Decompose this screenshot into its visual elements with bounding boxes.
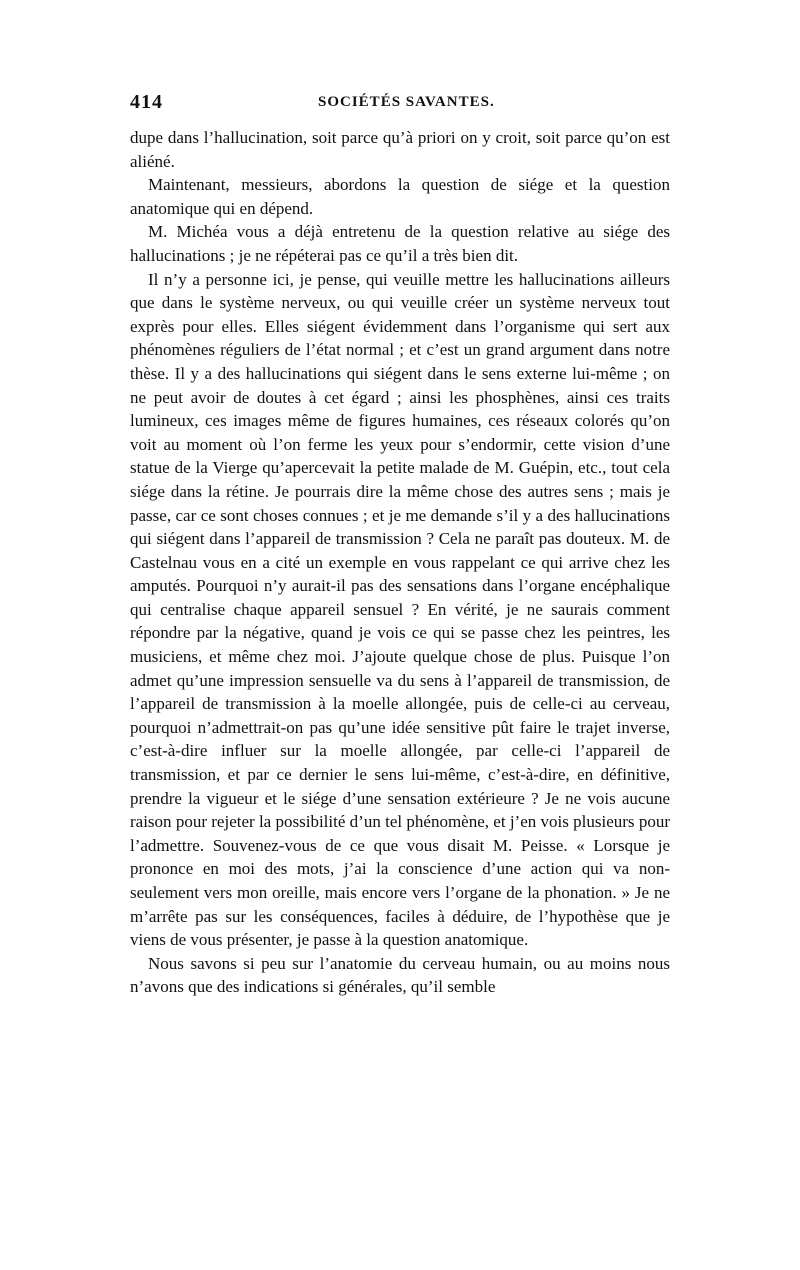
paragraph: Maintenant, messieurs, abordons la question de siége et la question anatomique qui en dépend. (130, 175, 670, 218)
paragraph: Nous savons si peu sur l’anatomie du cerveau humain, ou au moins nous n’avons que des indications si générales, qu’il semble (130, 953, 670, 997)
paragraph: M. Michéa vous a déjà entretenu de la question relative au siége des hallucinations ; je ne répéterai pas ce qu’il a très bien dit. (130, 222, 670, 265)
page-number: 414 (130, 91, 163, 113)
page-header (130, 91, 670, 115)
running-title: SOCIÉTÉS SAVANTES. (318, 94, 495, 110)
paragraph: Il n’y a personne ici, je pense, qui veuille mettre les hallucinations ailleurs que dans le système nerveux, ou qui veuille créer un système nerveux tout exprès pour elles. Elles siégent évidemment dans l’organisme qui sert aux phénomènes réguliers de l’état normal ; et c’est un grand argument dans notre thèse. Il y a des hallucinations qui siégent dans le sens externe lui-même ; on ne peut avoir de doutes à cet égard ; ainsi les phosphènes, ainsi ces traits lumineux, ces images même de figures humaines, ces réseaux colorés qu’on voit au moment où l’on ferme les yeux pour s’endormir, cette vision d’une statue de la Vierge qu’apercevait la petite malade de M. Guépin, etc., tout cela siége dans la rétine. Je pourrais dire la même chose des autres sens ; mais je passe, car ce sont choses connues ; et je me demande s’il y a des hallucinations qui siégent dans l’appareil de transmission ? Cela ne paraît pas douteux. M. de Castelnau vous en a cité un exemple en vous rappelant ce qui arrive chez les amputés. Pourquoi n’y aurait-il pas des sensations dans l’organe encéphalique qui centralise chaque appareil sensuel ? En vérité, je ne saurais comment répondre par la négative, quand je vois ce qui se passe chez les peintres, les musiciens, et même chez moi. J’ajoute quelque chose de plus. Puisque l’on admet qu’une impression sensuelle va du sens à l’appareil de transmission, de l’appareil de transmission à la moelle allongée, puis de celle-ci au cerveau, pourquoi n’admettrait-on pas qu’une idée sensitive pût faire le trajet inverse, c’est-à-dire influer sur la moelle allongée, par celle-ci l’appareil de transmission, et par ce dernier le sens lui-même, c’est-à-dire, en définitive, prendre la vigueur et le siége d’une sensation extérieure ? Je ne vois aucune raison pour rejeter la possibilité d’un tel phénomène, et j’en vois plusieurs pour l’admettre. Souvenez-vous de ce que vous disait M. Peisse. « Lorsque je prononce en moi des mots, j’ai la conscience d’une action qui va non-seulement vers mon oreille, mais encore vers l’organe de la phonation. » Je ne m’arrête pas sur les conséquences, faciles à déduire, de l’hypothèse que je viens de vous présenter, je passe à la question anatomique. (130, 269, 670, 950)
body-text (130, 126, 670, 999)
paragraph-continuation: dupe dans l’hallucination, soit parce qu’à priori on y croit, soit parce qu’on est aliéné. (130, 128, 670, 171)
